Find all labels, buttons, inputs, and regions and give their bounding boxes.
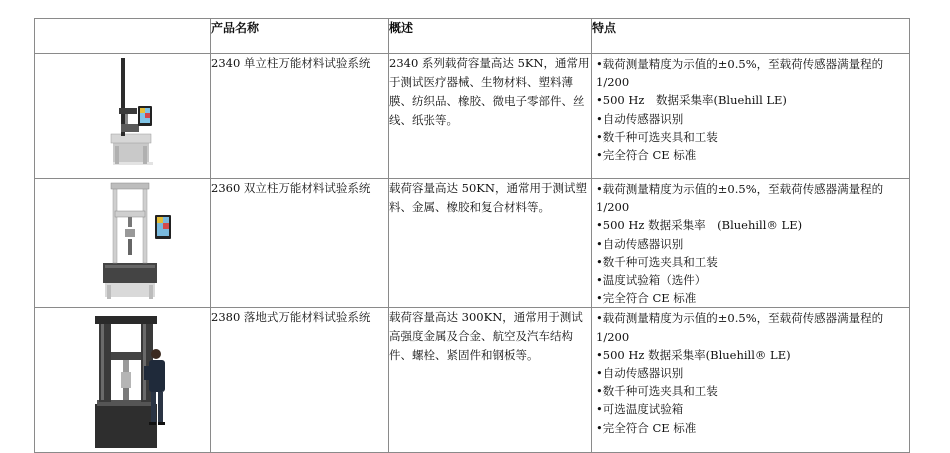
header-product-name: 产品名称 bbox=[211, 19, 389, 54]
header-overview: 概述 bbox=[389, 19, 592, 54]
feature-item: •完全符合 CE 标准 bbox=[596, 148, 697, 163]
product-image-2360 bbox=[35, 179, 211, 308]
product-name: 2360 双立柱万能材料试验系统 bbox=[211, 179, 389, 308]
feature-item: •自动传感器识别 bbox=[596, 236, 684, 251]
table-row bbox=[35, 179, 910, 308]
product-description: 载荷容量高达 50KN，通常用于测试塑料、金属、橡胶和复合材料等。 bbox=[389, 179, 592, 308]
feature-item: •温度试验箱（选件） bbox=[596, 273, 707, 288]
feature-list bbox=[592, 179, 909, 307]
feature-item: •数千种可选夹具和工装 bbox=[596, 384, 718, 399]
table-row bbox=[35, 308, 910, 453]
table-row bbox=[35, 54, 910, 179]
product-features-cell bbox=[592, 179, 910, 308]
feature-item: •数千种可选夹具和工装 bbox=[596, 129, 718, 144]
product-image-2340 bbox=[35, 54, 211, 179]
feature-item: •500 Hz 数据采集率(Bluehill LE) bbox=[596, 93, 787, 108]
feature-item: •完全符合 CE 标准 bbox=[596, 420, 697, 435]
table-header-row bbox=[35, 19, 910, 54]
product-spec-table bbox=[34, 18, 910, 453]
header-image-column bbox=[35, 19, 211, 54]
product-features-cell bbox=[592, 54, 910, 179]
header-features: 特点 bbox=[592, 19, 910, 54]
feature-item: •500 Hz 数据采集率 (Bluehill® LE) bbox=[596, 218, 803, 233]
feature-item: •载荷测量精度为示值的±0.5%，至载荷传感器满量程的1/200 bbox=[596, 57, 884, 90]
feature-item: •500 Hz 数据采集率(Bluehill® LE) bbox=[596, 347, 791, 362]
dual-column-machine-image bbox=[35, 179, 211, 300]
single-column-machine-image bbox=[35, 54, 211, 178]
feature-item: •自动传感器识别 bbox=[596, 366, 684, 381]
product-features-cell bbox=[592, 308, 910, 453]
feature-item: •自动传感器识别 bbox=[596, 111, 684, 126]
feature-item: •载荷测量精度为示值的±0.5%，至载荷传感器满量程的1/200 bbox=[596, 311, 884, 344]
feature-item: •完全符合 CE 标准 bbox=[596, 291, 697, 306]
product-description: 2340 系列载荷容量高达 5KN，通常用于测试医疗器械、生物材料、塑料薄膜、纺织品、橡胶、微电子零部件、丝线、纸张等。 bbox=[389, 54, 592, 179]
feature-list bbox=[592, 308, 909, 436]
feature-item: •载荷测量精度为示值的±0.5%，至载荷传感器满量程的1/200 bbox=[596, 182, 884, 215]
product-description: 载荷容量高达 300KN，通常用于测试高强度金属及合金、航空及汽车结构件、螺栓、紧固件和钢板等。 bbox=[389, 308, 592, 453]
feature-item: •数千种可选夹具和工装 bbox=[596, 254, 718, 269]
feature-list bbox=[592, 54, 909, 164]
product-name: 2340 单立柱万能材料试验系统 bbox=[211, 54, 389, 179]
feature-item: •可选温度试验箱 bbox=[596, 402, 684, 417]
floor-standing-machine-image bbox=[35, 308, 211, 452]
product-name: 2380 落地式万能材料试验系统 bbox=[211, 308, 389, 453]
product-image-2380 bbox=[35, 308, 211, 453]
